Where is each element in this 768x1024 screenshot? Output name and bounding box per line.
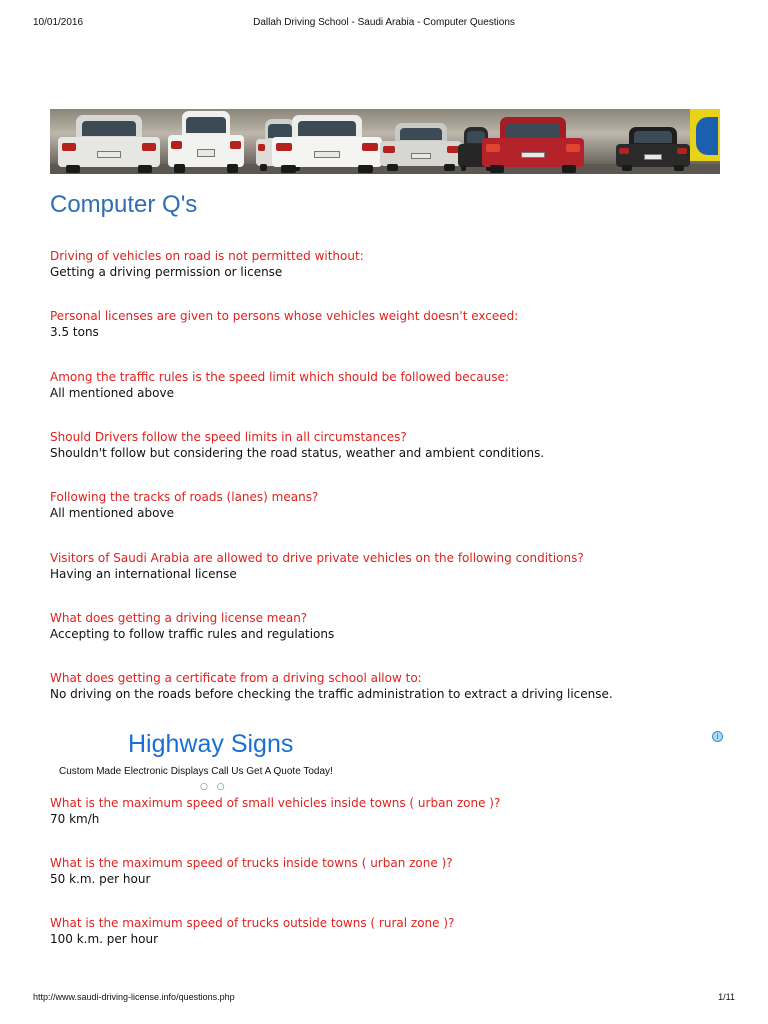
- qa-item: [50, 795, 730, 827]
- ad-title-link[interactable]: Highway Signs: [128, 730, 294, 758]
- answer-text: 50 k.m. per hour: [50, 872, 151, 886]
- question-text: Visitors of Saudi Arabia are allowed to drive private vehicles on the following conditions?: [50, 551, 584, 565]
- answer-text: All mentioned above: [50, 506, 174, 520]
- ad-carousel-dots[interactable]: ○ ○: [200, 782, 228, 792]
- question-text: Among the traffic rules is the speed limit which should be followed because:: [50, 370, 509, 384]
- advertisement[interactable]: [50, 728, 725, 794]
- qa-item: [50, 855, 730, 887]
- answer-text: Accepting to follow traffic rules and regulations: [50, 627, 335, 641]
- question-text: What is the maximum speed of small vehicles inside towns ( urban zone )?: [50, 796, 501, 810]
- answer-text: 70 km/h: [50, 812, 100, 826]
- banner-car: [380, 123, 462, 171]
- print-header: [33, 17, 735, 31]
- answer-text: 3.5 tons: [50, 325, 99, 339]
- banner-car: [482, 117, 584, 173]
- question-text: Personal licenses are given to persons whose vehicles weight doesn't exceed:: [50, 309, 519, 323]
- question-text: What does getting a driving license mean?: [50, 611, 308, 625]
- banner-car: [58, 115, 160, 173]
- print-page-count: 1/11: [718, 992, 735, 1002]
- ad-info-icon[interactable]: i: [712, 731, 723, 742]
- qa-item: [50, 429, 730, 461]
- qa-item: [50, 550, 730, 582]
- page-title: Computer Q's: [50, 191, 198, 218]
- question-text: Following the tracks of roads (lanes) means?: [50, 490, 319, 504]
- banner-car: [616, 127, 690, 171]
- question-text: What does getting a certificate from a driving school allow to:: [50, 671, 422, 685]
- answer-text: Shouldn't follow but considering the road status, weather and ambient conditions.: [50, 446, 545, 460]
- ad-text[interactable]: Custom Made Electronic Displays Call Us Get A Quote Today!: [59, 766, 333, 777]
- qa-item: [50, 489, 730, 521]
- road-sign: [690, 109, 720, 161]
- answer-text: Having an international license: [50, 567, 237, 581]
- question-text: Driving of vehicles on road is not permitted without:: [50, 249, 364, 263]
- print-url: http://www.saudi-driving-license.info/questions.php: [33, 992, 235, 1002]
- print-date: 10/01/2016: [33, 17, 84, 28]
- header-banner-image: [50, 109, 720, 174]
- qa-item: [50, 610, 730, 642]
- qa-item: [50, 369, 730, 401]
- banner-car: [168, 111, 244, 173]
- qa-item: [50, 670, 730, 702]
- qa-item: [50, 248, 730, 280]
- answer-text: All mentioned above: [50, 386, 174, 400]
- question-text: What is the maximum speed of trucks outside towns ( rural zone )?: [50, 916, 455, 930]
- answer-text: No driving on the roads before checking the traffic administration to extract a driving license.: [50, 687, 613, 701]
- qa-item: [50, 308, 730, 340]
- print-footer: [33, 992, 735, 1006]
- qa-item: [50, 915, 730, 947]
- print-document-title: Dallah Driving School - Saudi Arabia - Computer Questions: [253, 17, 515, 28]
- banner-car: [272, 115, 382, 173]
- answer-text: Getting a driving permission or license: [50, 265, 283, 279]
- question-text: What is the maximum speed of trucks inside towns ( urban zone )?: [50, 856, 453, 870]
- answer-text: 100 k.m. per hour: [50, 932, 159, 946]
- question-text: Should Drivers follow the speed limits in all circumstances?: [50, 430, 407, 444]
